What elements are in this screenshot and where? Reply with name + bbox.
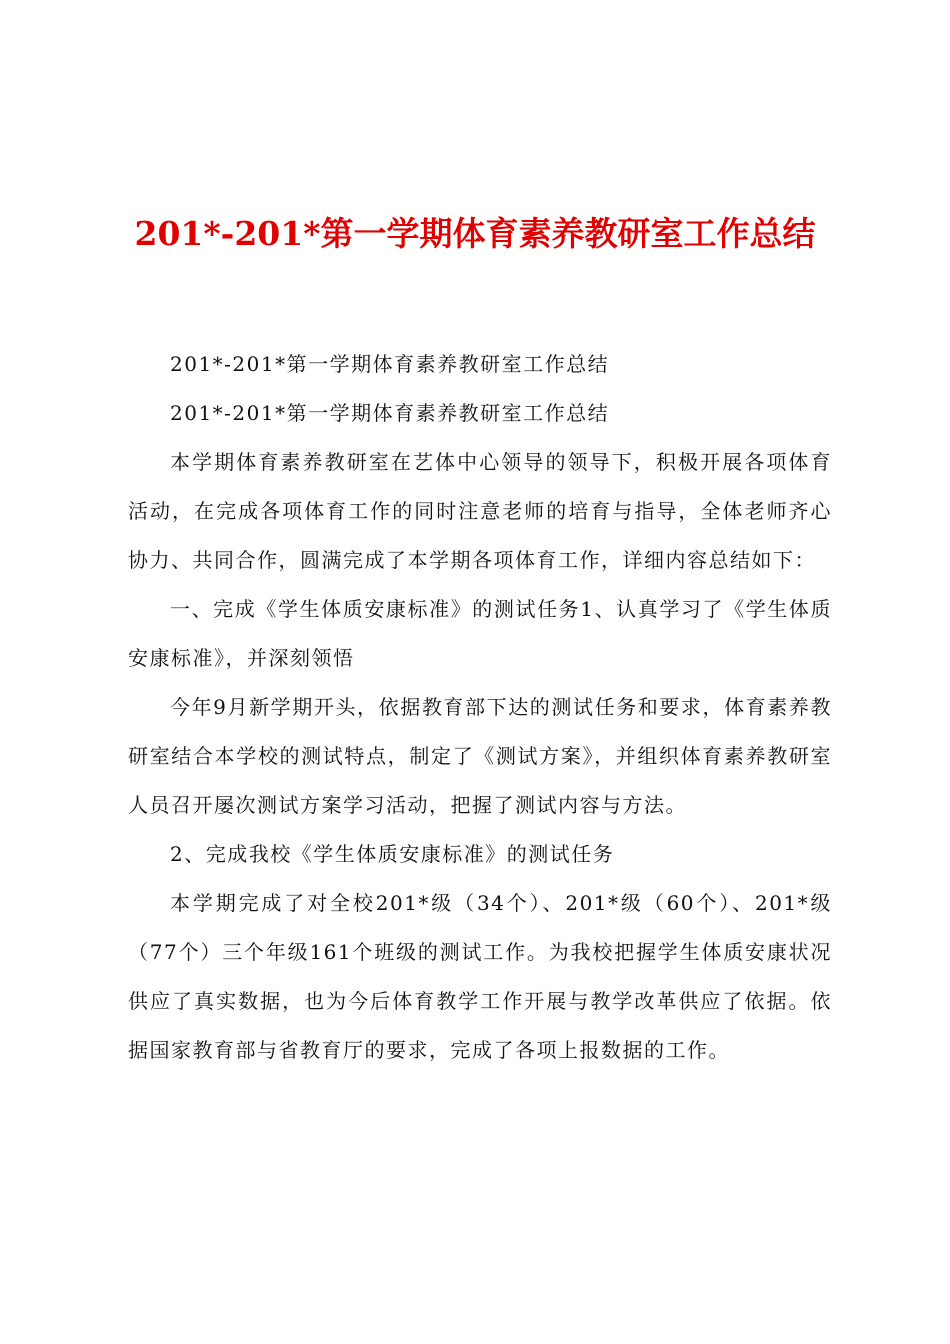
document-body xyxy=(128,340,832,1075)
document-title: 201*-201*第一学期体育素养教研室工作总结 xyxy=(134,214,816,253)
body-paragraph: 本学期完成了对全校201*级（34个）、201*级（60个）、201*级（77个）三个年级161个班级的测试工作。为我校把握学生体质安康状况供应了真实数据，也为今后体育教学工作开展与教学改革供应了依据。依据国家教育部与省教育厅的要求，完成了各项上报数据的工作。 xyxy=(128,891,832,1062)
body-paragraph: 201*-201*第一学期体育素养教研室工作总结 xyxy=(170,401,610,425)
body-paragraph: 一、完成《学生体质安康标准》的测试任务1、认真学习了《学生体质安康标准》，并深刻领悟 xyxy=(128,597,832,670)
body-paragraph: 201*-201*第一学期体育素养教研室工作总结 xyxy=(170,352,610,376)
body-paragraph: 今年9月新学期开头，依据教育部下达的测试任务和要求，体育素养教研室结合本学校的测试特点，制定了《测试方案》，并组织体育素养教研室人员召开屡次测试方案学习活动，把握了测试内容与方法。 xyxy=(128,695,832,817)
body-paragraph: 2、完成我校《学生体质安康标准》的测试任务 xyxy=(170,842,615,866)
body-paragraph: 本学期体育素养教研室在艺体中心领导的领导下，积极开展各项体育活动，在完成各项体育工作的同时注意老师的培育与指导，全体老师齐心协力、共同合作，圆满完成了本学期各项体育工作，详细内容总结如下： xyxy=(128,450,832,572)
